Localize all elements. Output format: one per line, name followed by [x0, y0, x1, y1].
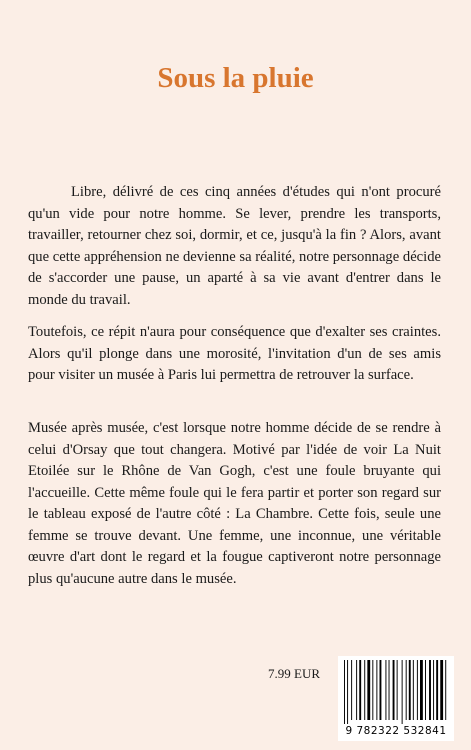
barcode-bar	[351, 660, 352, 720]
barcode-bar	[402, 660, 403, 724]
price-label: 7.99 EUR	[268, 666, 320, 681]
isbn-number: 9 782322 532841	[345, 725, 447, 737]
barcode-bar	[397, 660, 398, 720]
barcode-bar	[393, 660, 395, 720]
barcode-bar	[409, 660, 411, 720]
barcode-bar	[436, 660, 438, 720]
barcode-bar	[429, 660, 431, 720]
barcode-bar	[420, 660, 423, 720]
barcode-bar	[364, 660, 365, 720]
barcode-bar	[376, 660, 377, 720]
barcode-bar	[389, 660, 390, 720]
barcode-bar	[425, 660, 426, 720]
barcode-bar	[359, 660, 361, 720]
barcode-bar	[440, 660, 443, 720]
barcode-bar	[367, 660, 370, 720]
book-title: Sous la pluie	[157, 62, 314, 94]
barcode-bar	[347, 660, 348, 724]
barcode-bar	[344, 660, 345, 724]
summary-paragraph-2: Toutefois, ce répit n'aura pour conséquence que d'exalter ses craintes. Alors qu'il plonge dans une morosité, l'invitation d'un de ses amis pour visiter un musée à Paris lui permettra de retrouver la surface.	[28, 324, 441, 383]
barcode-bar	[372, 660, 373, 720]
barcode-bar	[445, 660, 446, 720]
barcode-bars	[342, 660, 450, 724]
barcode-bar	[356, 660, 357, 720]
barcode-bar	[406, 660, 407, 720]
barcode-bar	[413, 660, 414, 720]
barcode-bar	[433, 660, 434, 720]
barcode-bar	[380, 660, 382, 720]
barcode-bar	[417, 660, 418, 720]
isbn-barcode	[338, 656, 454, 741]
barcode-bar	[385, 660, 386, 720]
summary-paragraph-3: Musée après musée, c'est lorsque notre homme décide de se rendre à celui d'Orsay que tout changera. Motivé par l'idée de voir La Nuit Etoilée sur le Rhône de Van Gogh, c'est une foule bruyante qui l'accueille. Cette même foule qui le fera partir et porter son regard sur le tableau exposé de l'autre côté : La Chambre. Cette fois, seule une femme se trouve devant. Une femme, une inconnue, une véritable œuvre d'art dont le regard et la fougue captiveront notre personnage plus qu'aucune autre dans le musée.	[28, 420, 441, 587]
summary-paragraph-1: Libre, délivré de ces cinq années d'études qui n'ont procuré qu'un vide pour notre homme. Se lever, prendre les transports, travailler, retourner chez soi, dormir, et ce, jusqu'à la fin ? Alors, avant que cette appréhension ne devienne sa réalité, notre personnage décide de s'accorder une pause, un aparté à sa vie avant d'entrer dans le monde du travail.	[28, 184, 441, 308]
